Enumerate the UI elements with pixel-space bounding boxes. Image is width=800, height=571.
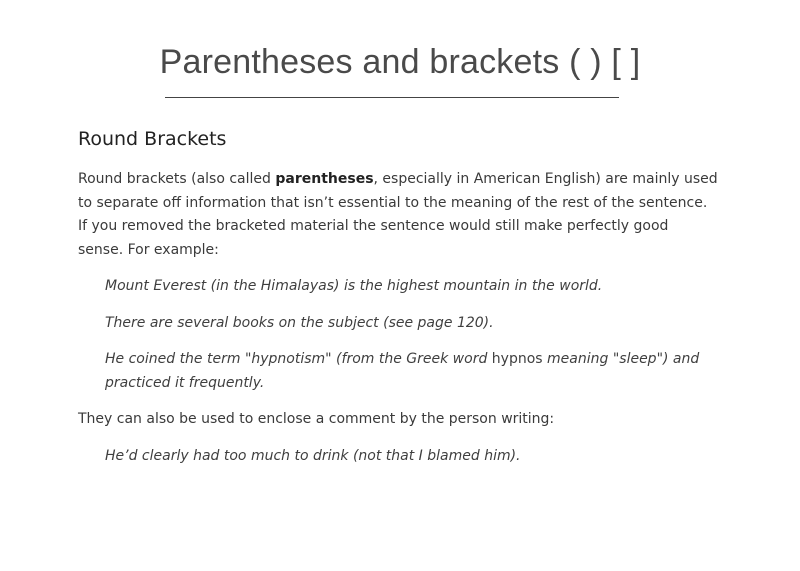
example-sentence-1: Mount Everest (in the Himalayas) is the highest mountain in the world. [105, 278, 603, 294]
title-divider [165, 97, 619, 98]
page-title: Parentheses and brackets ( ) [ ] [159, 43, 641, 81]
example-sentence-2: There are several books on the subject (see page 120). [105, 314, 494, 331]
comment-intro-paragraph: They can also be used to enclose a comment by the person writing: [78, 411, 555, 427]
intro-bold-term: parentheses [275, 171, 374, 187]
intro-paragraph [78, 168, 718, 262]
example-3-term: hypnos [491, 351, 543, 367]
intro-text-end: , especially in American English) are mainly used to separate off information that isn’t essential to the meaning of the rest of the sentence. If you removed the bracketed material the sentence would still make perfectly good sense. For example: [78, 171, 718, 258]
article-body [78, 168, 718, 468]
example-3-end: meaning "sleep") and practiced it frequently. [105, 351, 700, 391]
example-3-start: He coined the term "hypnotism" (from the Greek word [105, 351, 492, 367]
intro-text-start: Round brackets (also called [78, 171, 276, 187]
section-heading: Round Brackets [78, 128, 227, 150]
comment-example-sentence: He’d clearly had too much to drink (not that I blamed him). [105, 447, 521, 464]
example-sentence-3 [78, 348, 718, 395]
